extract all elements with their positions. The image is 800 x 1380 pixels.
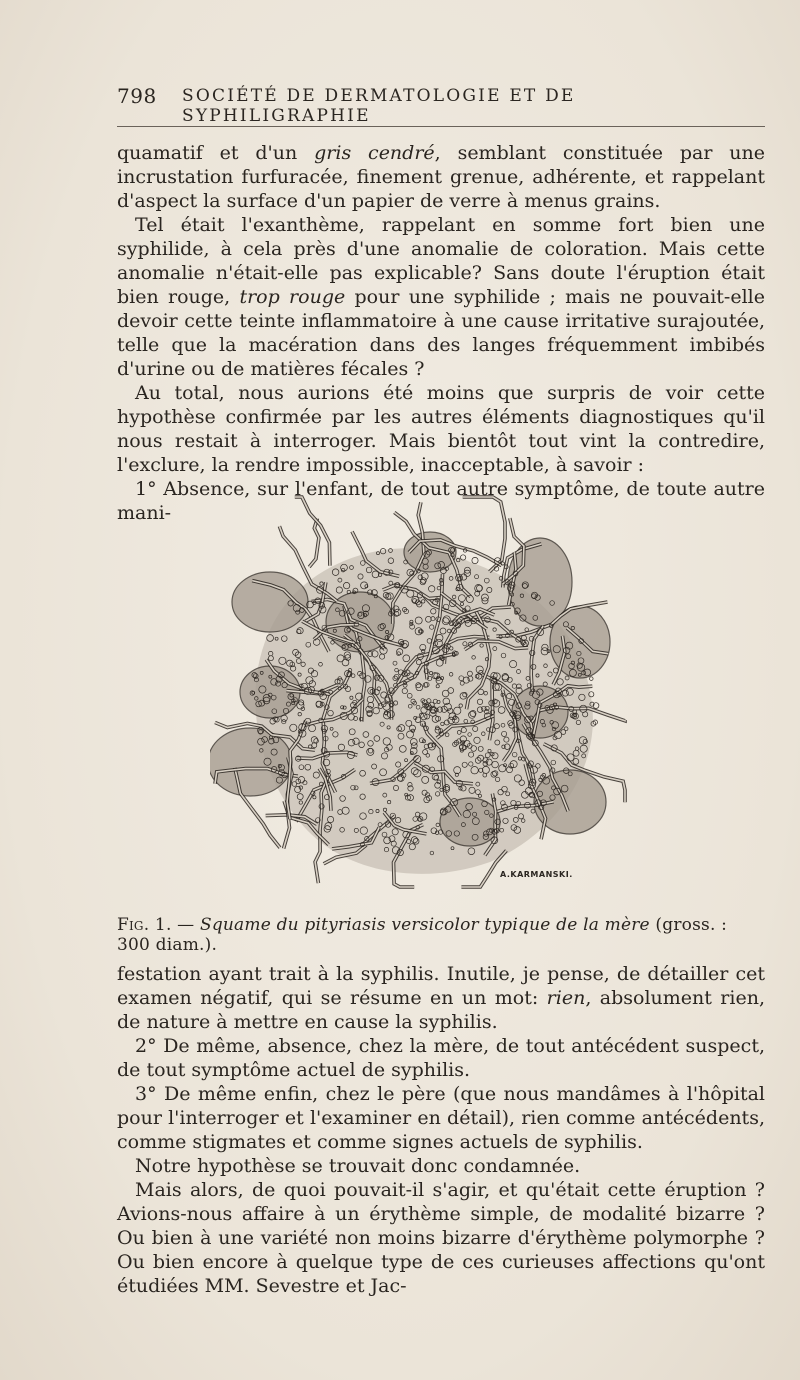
figure-title: Squame du pityriasis versicolor typique de la mère	[199, 915, 650, 935]
text-run: , semblant constituée par une incrustation furfuracée, finement grenue, adhérente, et rappelant d'aspect la surface d'un papier de verre à menus grains.	[117, 142, 765, 212]
text-run: , absolument rien, de nature à mettre en cause la syphilis.	[117, 987, 765, 1033]
figure-caption	[117, 915, 765, 955]
text-run: quamatif et d'un	[117, 142, 315, 164]
paragraph	[117, 141, 765, 213]
italic-term: gris cendré	[314, 142, 435, 164]
text-run: pour une syphilide ; mais ne pouvait-elle devoir cette teinte inflammatoire à une cause irritative surajoutée, telle que la macération dans des langes fréquemment imbibés d'urine ou de matières fécales ?	[117, 286, 765, 380]
paragraph: Notre hypothèse se trouvait donc condamnée.	[135, 1155, 581, 1177]
paragraph	[117, 962, 765, 1034]
text-run: Tel était l'exanthème, rappelant en somme fort bien une syphilide, à cela près d'une anomalie de coloration. Mais cette anomalie n'était-elle pas explicable? Sans doute l'éruption était bien rouge,	[117, 214, 765, 308]
page-number: 798	[117, 84, 157, 108]
paragraph: 2° De même, absence, chez la mère, de tout antécédent suspect, de tout symptôme actuel de syphilis.	[117, 1035, 765, 1081]
illustrator-signature: A.KARMANSKI.	[500, 870, 573, 879]
paragraph: 1° Absence, sur l'enfant, de tout autre symptôme, de toute autre mani-	[117, 478, 765, 524]
body-text-bottom	[117, 962, 765, 1298]
running-title: SOCIÉTÉ DE DERMATOLOGIE ET DE SYPHILIGRAPHIE	[182, 86, 576, 126]
magnification: (gross. : 300 diam.).	[117, 915, 728, 955]
figure-illustration	[210, 492, 630, 894]
header-rule	[117, 126, 765, 127]
micrograph-drawing	[210, 492, 630, 894]
paragraph: Mais alors, de quoi pouvait-il s'agir, et qu'était cette éruption ? Avions-nous affaire à un érythème simple, de modalité bizarre ? Ou bien à une variété non moins bizarre d'érythème polymorphe ? Ou bien encore à quelque type de ces curieuses affections qu'ont étudiées MM. Sevestre et Jac-	[117, 1179, 765, 1297]
italic-term: trop rouge	[239, 286, 346, 308]
running-header	[117, 84, 765, 126]
text-run: festation ayant trait à la syphilis. Inutile, je pense, de détailler cet examen négatif, qui se résume en un mot:	[117, 963, 765, 1009]
italic-term: rien	[546, 987, 586, 1009]
caption-dash: —	[171, 915, 200, 935]
paragraph: 3° De même enfin, chez le père (que nous mandâmes à l'hôpital pour l'interroger et l'examiner en détail), rien comme antécédents, comme stigmates et comme signes actuels de syphilis.	[117, 1083, 765, 1153]
paragraph	[117, 213, 765, 381]
body-text-top	[117, 141, 765, 525]
paragraph: Au total, nous aurions été moins que surpris de voir cette hypothèse confirmée par les autres éléments diagnostiques qu'il nous restait à interroger. Mais bientôt tout vint la contredire, l'exclure, la rendre impossible, inacceptable, à savoir :	[117, 382, 765, 476]
figure-label: Fig. 1.	[117, 915, 172, 935]
